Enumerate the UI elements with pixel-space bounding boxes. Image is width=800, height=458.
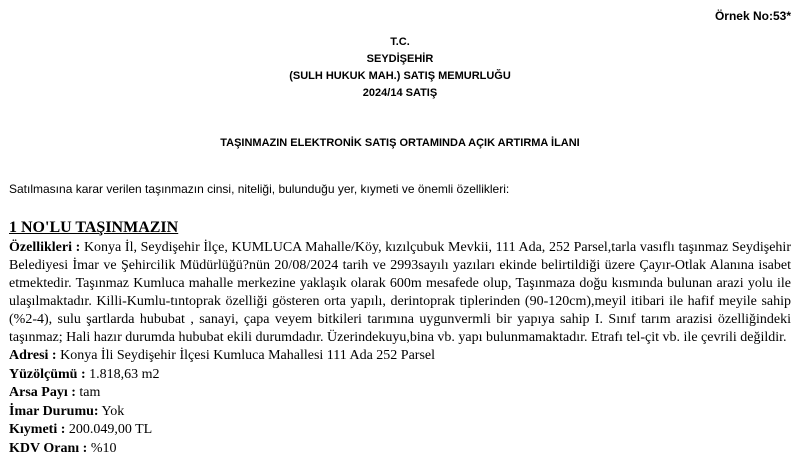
field-label: Adresi : [9,348,57,363]
features-text: Konya İl, Seydişehir İlçe, KUMLUCA Mahalle/Köy, kızılçubuk Mevkii, 111 Ada, 252 Parsel,tarla vasıflı taşınmaz Seydişehir Belediyesi İmar ve Şehircilik Müdürlüğü?nün 20/08/2024 tarih ve 2993sayılı yazıları ekinde belirtildiği üzere Çayır-Otlak Alanına isabet etmektedir. Taşınmaz Kumluca mahalle merkezine yaklaşık olarak 600m mesafede olup, Taşınmaza doğu kısmında bulunan arazi yolu ile ulaşılmaktadır. Killi-Kumlu-tıntoprak özelliği gösteren orta yapılı, derintoprak tiplerinden (90-120cm),meyil itibari ile hafif meyile sahip (%2-4), sulu şartlarda hububat , sanayi, çapa veyem bitkileri tarımına uygunvermli bir yapıya sahip I. Sınıf tarım arazisi özelliğindeki taşınmaz; Hali hazır durumda hububat ekili durumdadır. Üzerindekuyu,bina vb. yapı bulunmamaktadır. Etrafı tel-çit vb. ile çevrili değildir. [9,240,791,345]
document-header [0,34,800,102]
sample-number: Örnek No:53* [715,9,791,23]
field-area [9,366,791,385]
field-value: 200.049,00 TL [65,422,152,437]
lot-features [9,239,791,347]
field-label: Kıymeti : [9,422,65,437]
field-label: KDV Oranı : [9,441,87,456]
header-office: (SULH HUKUK MAH.) SATIŞ MEMURLUĞU [0,68,800,85]
field-zoning [9,403,791,422]
field-value: tam [76,385,101,400]
field-label: Yüzölçümü : [9,367,86,382]
field-value-amount [9,421,791,440]
field-land-share [9,384,791,403]
intro-text: Satılmasına karar verilen taşınmazın cinsi, niteliği, bulunduğu yer, kıymeti ve önemli özellikleri: [9,182,509,196]
field-value: 1.818,63 m2 [86,367,160,382]
lot-fields [9,347,791,458]
announcement-title: TAŞINMAZIN ELEKTRONİK SATIŞ ORTAMINDA AÇIK ARTIRMA İLANI [0,137,800,149]
header-tc: T.C. [0,34,800,51]
features-label: Özellikleri : [9,240,80,255]
field-label: Arsa Payı : [9,385,76,400]
lot-title: 1 NO'LU TAŞINMAZIN [9,219,178,237]
field-vat-rate [9,440,791,458]
field-address [9,347,791,366]
field-value: Yok [99,404,125,419]
header-city: SEYDİŞEHİR [0,51,800,68]
field-value: %10 [87,441,116,456]
field-value: Konya İli Seydişehir İlçesi Kumluca Mahallesi 111 Ada 252 Parsel [57,348,435,363]
header-case-number: 2024/14 SATIŞ [0,85,800,102]
field-label: İmar Durumu: [9,404,99,419]
